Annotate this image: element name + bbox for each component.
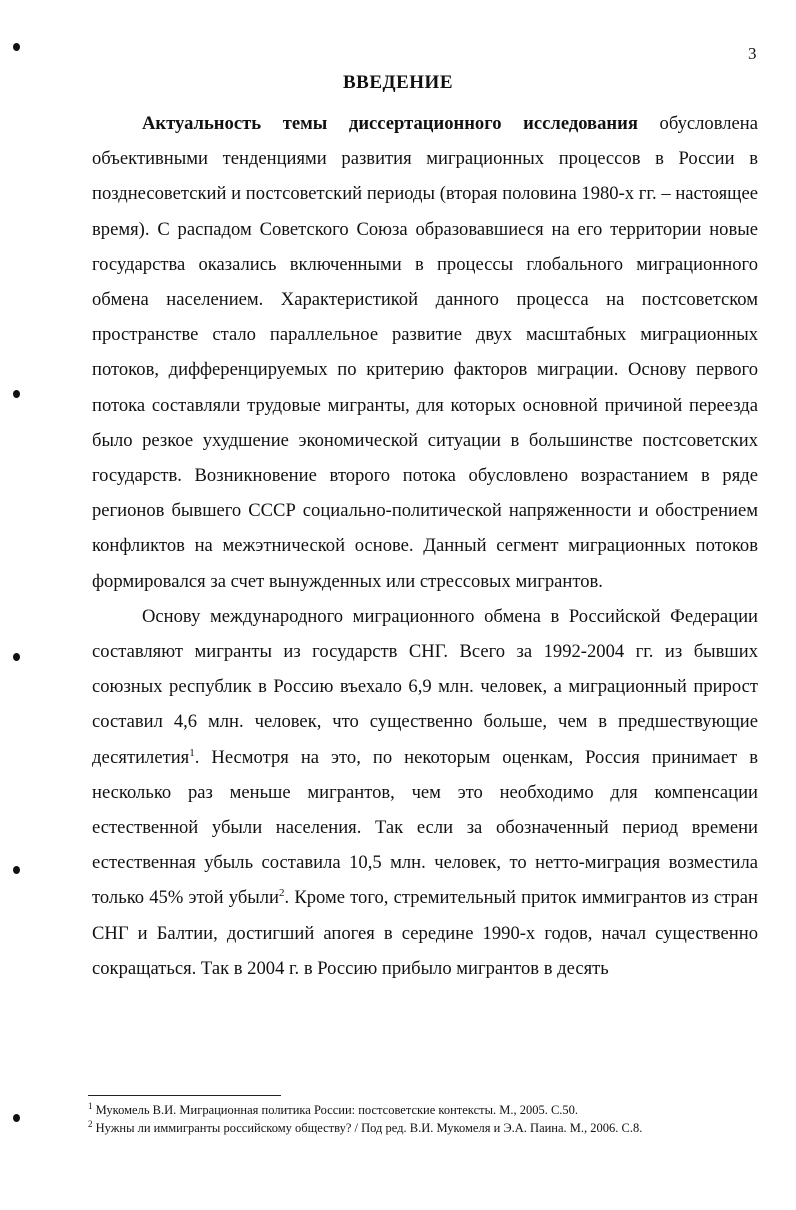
scan-dot <box>13 1114 20 1122</box>
footnote-divider <box>88 1095 281 1096</box>
paragraph-text: Основу международного миграционного обмена в Российской Федерации составляют мигранты из государств СНГ. Всего за 1992-2004 гг. из бывших союзных республик в Россию въехало 6,9 млн. человек, а миграционный прирост составил 4,6 млн. человек, что существенно больше, чем в предшествующие десятилетия <box>92 605 758 768</box>
footnote-mark: 1 <box>88 1100 93 1111</box>
paragraph-lead: Актуальность темы диссертационного исследования <box>142 113 638 134</box>
page-title: ВВЕДЕНИЕ <box>343 72 453 93</box>
footnote-ref: 1 <box>189 746 195 759</box>
paragraph-text: . Кроме того, стремительный приток иммигрантов из стран СНГ и Балтии, достигший апогея в середине 1990-х годов, начал существенно сокращаться. Так в 2004 г. в Россию прибыло мигрантов в десять <box>92 887 758 979</box>
paragraph-text: обусловлена объективными тенденциями развития миграционных процессов в России в позднесоветский и постсоветский периоды (вторая половина 1980-х гг. – настоящее время). С распадом Советского Союза образовавшиеся на его территории новые государства оказались включенными в процессы глобального миграционного обмена населением. Характеристикой данного процесса на постсоветском пространстве стало параллельное развитие двух масштабных миграционных потоков, дифференцируемых по критерию факторов миграции. Основу первого потока составляли трудовые мигранты, для которых основной причиной переезда было резкое ухудшение экономической ситуации в большинстве постсоветских государств. Возникновение второго потока обусловлено возрастанием в ряде регионов бывшего СССР социально-политической напряженности и обострением конфликтов на межэтнической основе. Данный сегмент миграционных потоков формировался за счет вынужденных или стрессовых мигрантов. <box>92 113 758 592</box>
footnote <box>88 1119 768 1137</box>
scan-dot <box>13 43 20 51</box>
scan-dot <box>13 390 20 398</box>
footnotes <box>88 1101 768 1137</box>
paragraph-relevance <box>92 106 758 599</box>
scan-dot <box>13 653 20 661</box>
footnote-mark: 2 <box>88 1118 93 1129</box>
document-body <box>92 106 758 986</box>
paragraph-text: . Несмотря на это, по некоторым оценкам, Россия принимает в несколько раз меньше мигрантов, чем это необходимо для компенсации естественной убыли населения. Так если за обозначенный период времени естественная убыль составила 10,5 млн. человек, то нетто-миграция возместила только 45% этой убыли <box>92 746 758 909</box>
footnote-text: Нужны ли иммигранты российскому обществу? / Под ред. В.И. Мукомеля и Э.А. Паина. М., 2006. С.8. <box>92 1121 643 1135</box>
scan-dot <box>13 866 20 874</box>
page-number: 3 <box>748 44 757 63</box>
footnote <box>88 1101 768 1119</box>
footnote-ref: 2 <box>279 887 285 900</box>
paragraph-migration <box>92 599 758 986</box>
footnote-text: Мукомель В.И. Миграционная политика России: постсоветские контексты. М., 2005. С.50. <box>92 1103 579 1117</box>
